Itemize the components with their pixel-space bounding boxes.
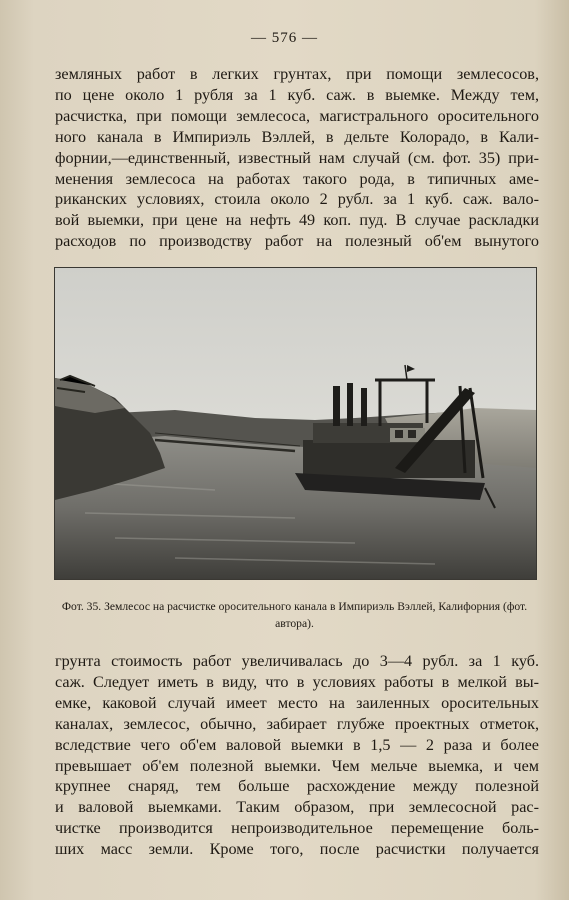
page-number: — 576 — <box>251 30 318 46</box>
text-line: риканских условиях, стоила около 2 рубл. за 1 куб. саж. вало- <box>55 190 539 209</box>
text-line: крупнее снаряд, тем больше расхождение между полезной <box>55 777 539 796</box>
text-line: по цене около 1 рубля за 1 куб. саж. в выемке. Между тем, <box>55 85 539 104</box>
text-line: форнии,—единственный, известный нам случай (см. фот. 35) при- <box>55 148 539 167</box>
dredge-photo-illustration <box>55 268 536 579</box>
text-line: вой выемки, при цене на нефть 49 коп. пуд. В случае раскладки <box>55 211 539 230</box>
text-line: и валовой выемками. Таким образом, при землесосной рас- <box>55 798 539 817</box>
paragraph-bottom <box>55 651 539 860</box>
text-line: грунта стоимость работ увеличивалась до 3—4 рубл. за 1 куб. <box>55 652 539 670</box>
text-line: каналах, землесос, обычно, забирает глубже проектных отметок, <box>55 714 539 733</box>
text-line: земляных работ в легких грунтах, при помощи землесосов, <box>55 65 539 83</box>
text-line: расчистка, при помощи землесоса, магистрального оросительного <box>55 106 539 125</box>
text-line: саж. Следует иметь в виду, что в условиях работы в мелкой вы- <box>55 672 539 691</box>
paragraph-top <box>55 64 539 252</box>
text-line: емке, каковой случай имеет место на заиленных оросительных <box>55 693 539 712</box>
text-line: вследствие чего об'ем валовой выемки в 1,5 — 2 раза и более <box>55 735 539 754</box>
text-line: расходов по производству работ на полезный об'ем вынутого <box>55 232 539 251</box>
text-line: ного канала в Импириэль Вэллей, в дельте Колорадо, в Кали- <box>55 127 539 146</box>
photo-caption: Фот. 35. Землесос на расчистке оросительного канала в Импириэль Вэллей, Калифорния (фот. автора). <box>61 600 528 630</box>
text-line: чистке производится непроизводительное перемещение боль- <box>55 819 539 838</box>
text-line: ших масс земли. Кроме того, после расчистки получается <box>55 840 539 859</box>
text-line: превышает об'ем полезной выемки. Чем мельче выемка, и чем <box>55 756 539 775</box>
dredge-photo <box>54 267 537 580</box>
text-line: менения землесоса на работах такого рода, в типичных аме- <box>55 169 539 188</box>
